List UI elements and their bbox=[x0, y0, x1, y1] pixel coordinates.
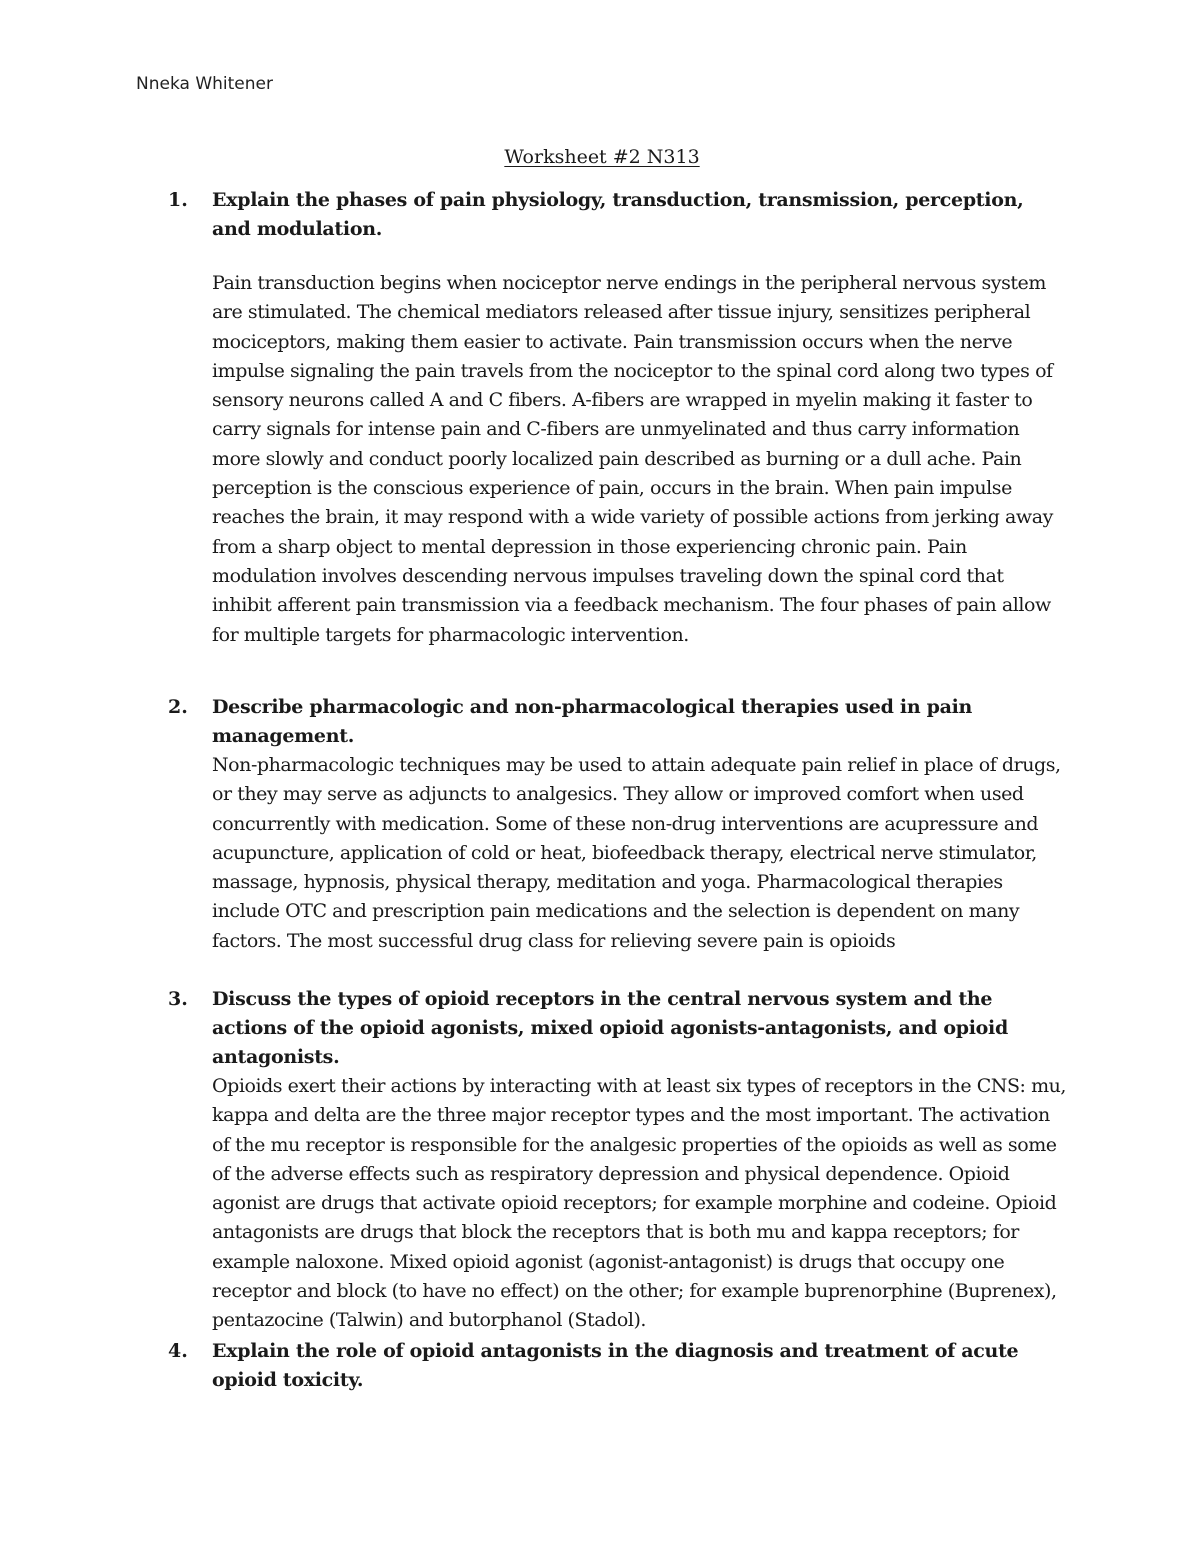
question-number: 4. bbox=[168, 1340, 188, 1362]
question-number: 3. bbox=[168, 988, 188, 1010]
question-1 bbox=[168, 186, 1068, 650]
question-prompt: Discuss the types of opioid receptors in the central nervous system and the actions of the opioid agonists, mixed opioid agonists-antagonists, and opioid antagonists. bbox=[212, 988, 1008, 1068]
question-number: 1. bbox=[168, 189, 188, 211]
question-prompt: Describe pharmacologic and non-pharmacological therapies used in pain management. bbox=[212, 696, 973, 747]
author-name: Nneka Whitener bbox=[136, 74, 273, 94]
question-answer: Non-pharmacologic techniques may be used to attain adequate pain relief in place of drugs, or they may serve as adjuncts to analgesics. They allow or improved comfort when used concurrently with medication. Some of these non-drug interventions are acupressure and acupuncture, application of cold or heat, biofeedback therapy, electrical nerve stimulator, massage, hypnosis, physical therapy, meditation and yoga. Pharmacological therapies include OTC and prescription pain medications and the selection is dependent on many factors. The most successful drug class for relieving severe pain is opioids bbox=[212, 754, 1061, 952]
question-4 bbox=[168, 1337, 1068, 1395]
question-prompt: Explain the role of opioid antagonists in the diagnosis and treatment of acute opioid toxicity. bbox=[212, 1340, 1019, 1391]
question-2 bbox=[168, 693, 1068, 956]
question-3 bbox=[168, 985, 1068, 1336]
question-answer: Opioids exert their actions by interacting with at least six types of receptors in the CNS: mu, kappa and delta are the three major receptor types and the most important. The activation of the mu receptor is responsible for the analgesic properties of the opioids as well as some of the adverse effects such as respiratory depression and physical dependence. Opioid agonist are drugs that activate opioid receptors; for example morphine and codeine. Opioid antagonists are drugs that block the receptors that is both mu and kappa receptors; for example naloxone. Mixed opioid agonist (agonist-antagonist) is drugs that occupy one receptor and block (to have no effect) on the other; for example buprenorphine (Buprenex), pentazocine (Talwin) and butorphanol (Stadol). bbox=[212, 1075, 1067, 1332]
question-number: 2. bbox=[168, 696, 188, 718]
question-answer: Pain transduction begins when nociceptor nerve endings in the peripheral nervous system are stimulated. The chemical mediators released after tissue injury, sensitizes peripheral mociceptors, making them easier to activate. Pain transmission occurs when the nerve impulse signaling the pain travels from the nociceptor to the spinal cord along two types of sensory neurons called A and C fibers. A-fibers are wrapped in myelin making it faster to carry signals for intense pain and C-fibers are unmyelinated and thus carry information more slowly and conduct poorly localized pain described as burning or a dull ache. Pain perception is the conscious experience of pain, occurs in the brain. When pain impulse reaches the brain, it may respond with a wide variety of possible actions from jerking away from a sharp object to mental depression in those experiencing chronic pain. Pain modulation involves descending nervous impulses traveling down the spinal cord that inhibit afferent pain transmission via a feedback mechanism. The four phases of pain allow for multiple targets for pharmacologic intervention. bbox=[212, 272, 1053, 646]
question-prompt: Explain the phases of pain physiology, transduction, transmission, perception, and modulation. bbox=[212, 189, 1024, 240]
page-title: Worksheet #2 N313 bbox=[504, 146, 700, 168]
